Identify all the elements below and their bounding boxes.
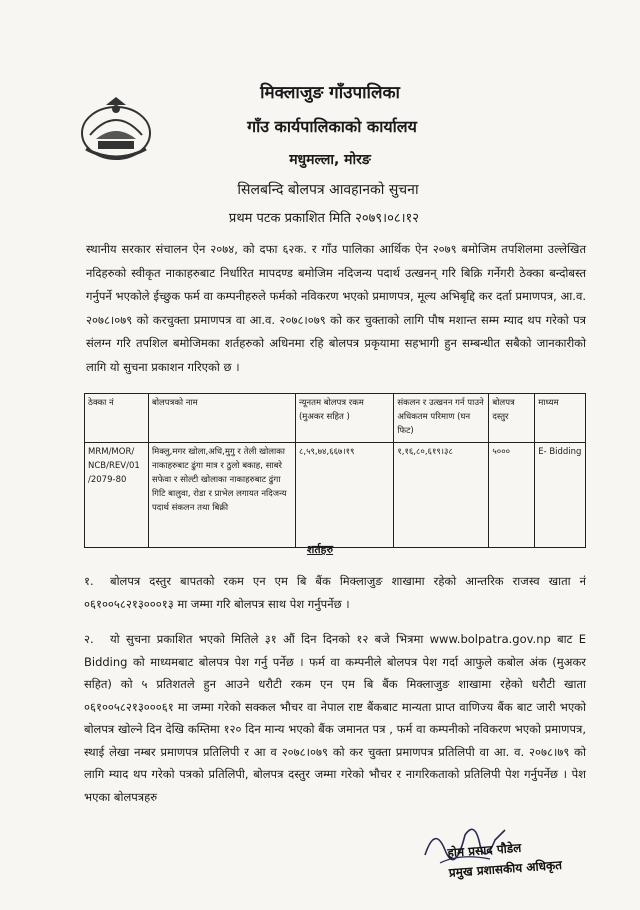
cell-bid-name: मिक्लु,मगर खोला,अधि,मुगु र तेली खोलाका नाकाहरुबाट ढुंगा मात्र र ठुलो बकाह, साबरे सफेवा र सोल्टी खोलाका नाकाहरुबाट ढुंगा गिटि बालुवा, रोडा र प्राभेल लगायत नदिजन्य पदार्थ संकलन तथा बिक्री bbox=[148, 443, 295, 548]
header-fee: बोलपत्र दस्तुर bbox=[489, 394, 535, 443]
term-1 bbox=[84, 570, 586, 615]
term-number: १. bbox=[84, 574, 94, 588]
header-bid-name: बोलपत्रको नाम bbox=[148, 394, 295, 443]
terms-heading: शर्तहरु bbox=[306, 543, 334, 556]
table-header-row bbox=[85, 394, 586, 443]
table-row bbox=[85, 443, 586, 548]
tender-table bbox=[84, 393, 586, 548]
term-number: २. bbox=[84, 632, 94, 646]
cell-min-amount: ८,५९,७४,६६७।१९ bbox=[295, 443, 393, 548]
intro-paragraph: स्थानीय सरकार संचालन ऐन २०७४, को दफा ६२क. र गाँउ पालिका आर्थिक ऐन २०७९ बमोजिम तपशिलमा उल्लेखित नदिहरुको स्वीकृत नाकाहरुबाट निर्धारित मापदण्ड बमोजिम नदिजन्य पदार्थ उत्खनन् गरि बिक्रि गर्नेगरी ठेक्का बन्दोबस्त गर्नुपर्ने भएकोले ईच्छुक फर्म वा कम्पनीहरुले फर्मको नविकरण भएको प्रमाणपत्र, मूल्य अभिबृद्दि कर दर्ता प्रमाणपत्र, आ.व. २०७८।०७९ को करचुक्ता प्रमाणपत्र वा आ.व. २०७८।०७९ को कर चुक्ताको लागि पौष मशान्त सम्म म्याद थप गरेको पत्र संलग्न गरि तपशिल बमोजिमका शर्तहरुको अधिनमा रहि बोलपत्र प्रकृयामा सहभागी हुन सम्बन्धीत सबैको जानकारीको लागि यो सुचना प्रकाशन गरिएको छ । bbox=[86, 242, 586, 374]
term-2 bbox=[84, 628, 586, 808]
term-text: यो सुचना प्रकाशित भएको मितिले ३१ औं दिन दिनको १२ बजे भित्रमा www.bolpatra.gov.np बाट E Bidding को माध्यमबाट बोलपत्र पेश गर्नु पर्नेछ । फर्म वा कम्पनीले बोलपत्र पेश गर्दा आफुले कबोल अंक (मुअकर सहित) को ५ प्रतिशतले हुन आउने धरौटी रकम एन एम बि बैंक मिक्लाजुङ शाखामा रहेको धरौटी खाता ०६१००५८२१३०००६१ मा जम्मा गरेको सक्कल भौचर वा नेपाल राष्ट बैंकबाट मान्यता प्राप्त वाणिज्य बैंक बाट जारी भएको बोलपत्र खोल्ने दिन देखि कम्तिमा १२० दिन मान्य भएको बैंक जमानत पत्र , फर्म वा कम्पनीको नविकरण भएको प्रमाणपत्र, स्थाई लेखा नम्बर प्रमाणपत्र प्रतिलिपी र आ व २०७८।०७९ को कर चुक्ता प्रमाणपत्र प्रतिलिपी वा आ. व. २०७८।७९ को लागि म्याद थप गरेको पत्रको प्रतिलिपी, बोलपत्र दस्तुर जम्मा गरेको भौचर र नागरिकताको प्रतिलिपी पेश गर्नुपर्नेछ । पेश भएका बोलपत्रहरु bbox=[84, 632, 586, 804]
signatory-title: प्रमुख प्रशासकीय अधिकृत bbox=[448, 857, 563, 880]
cell-medium: E- Bidding bbox=[535, 443, 586, 548]
cell-quantity: १,१६,८०,६१९।३८ bbox=[394, 443, 489, 548]
term-text: बोलपत्र दस्तुर बापतको रकम एन एम बि बैंक मिक्लाजुङ शाखामा रहेको आन्तरिक राजस्व खाता नं ०६१००५८२१३०००१३ मा जम्मा गरि बोलपत्र साथ पेश गर्नुपर्नेछ । bbox=[84, 574, 586, 611]
office-address: मधुमल्ला, मोरङ bbox=[289, 152, 371, 168]
header-contract-no: ठेक्का नं bbox=[85, 394, 149, 443]
notice-title: सिलबन्दि बोलपत्र आवहानको सुचना bbox=[237, 182, 419, 198]
office-name: गाँउ कार्यपालिकाको कार्यालय bbox=[247, 117, 417, 136]
signature-stamp bbox=[447, 833, 589, 883]
signatory-name: होम प्रसाद पौडेल bbox=[446, 840, 522, 860]
header-quantity: संकलन र उत्खनन गर्न पाउने अधिकतम परिमाण (घन फिट) bbox=[394, 394, 489, 443]
header-medium: माध्यम bbox=[535, 394, 586, 443]
municipality-name: मिक्लाजुङ गाँउपालिका bbox=[260, 83, 400, 103]
publish-date: प्रथम पटक प्रकाशित मिति २०७९।०८।१२ bbox=[228, 211, 420, 226]
header-min-amount: न्यूनतम बोलपत्र रकम (मुअकर सहित ) bbox=[295, 394, 393, 443]
cell-fee: ५००० bbox=[489, 443, 535, 548]
cell-contract-no: MRM/MOR/ NCB/REV/01 /2079-80 bbox=[85, 443, 149, 548]
